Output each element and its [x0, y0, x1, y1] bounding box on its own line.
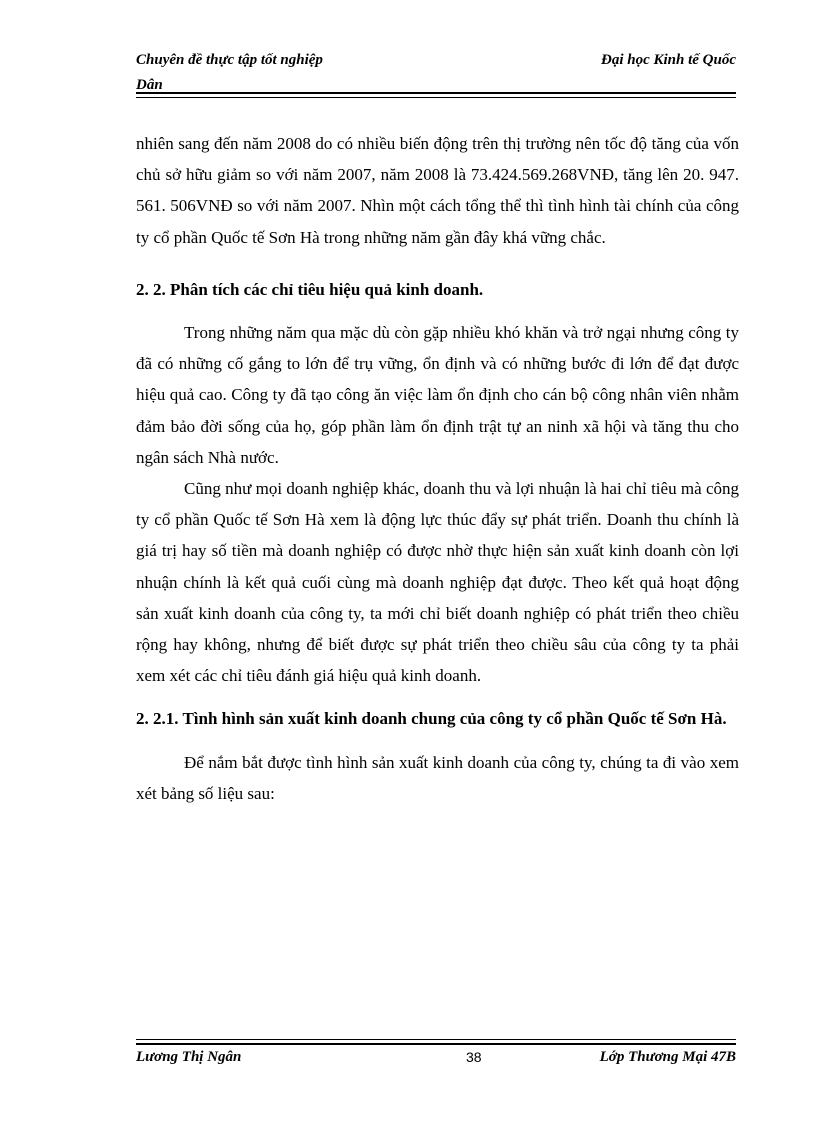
page-number: 38 [466, 1049, 482, 1065]
paragraph-continuation: nhiên sang đến năm 2008 do có nhiều biến động trên thị trường nên tốc độ tăng của vốn chủ sở hữu giảm so với năm 2007, năm 2008 là 73.424.569.268VNĐ, tăng lên 20. 947. 561. 506VNĐ so với năm 2007. Nhìn một cách tổng thể thì tình hình tài chính của công ty cổ phần Quốc tế Sơn Hà trong những năm gần đây khá vững chắc. [136, 134, 739, 247]
header-title-left: Chuyên đề thực tập tốt nghiệp [136, 52, 323, 68]
section-heading-2-2-1: 2. 2.1. Tình hình sản xuất kinh doanh chung của công ty cổ phần Quốc tế Sơn Hà. [136, 709, 727, 729]
page-body [136, 128, 739, 809]
footer-class: Lớp Thương Mại 47B [599, 1049, 736, 1065]
footer-author: Lương Thị Ngân [136, 1049, 242, 1065]
paragraph-revenue-profit: Cũng như mọi doanh nghiệp khác, doanh thu và lợi nhuận là hai chỉ tiêu mà công ty cổ phần Quốc tế Sơn Hà xem là động lực thúc đẩy sự phát triển. Doanh thu chính là giá trị hay số tiền mà doanh nghiệp có được nhờ thực hiện sản xuất kinh doanh còn lợi nhuận chính là kết quả cuối cùng mà doanh nghiệp đạt được. Theo kết quả hoạt động sản xuất kinh doanh của công ty, ta mới chỉ biết doanh nghiệp có phát triển theo chiều rộng hay không, nhưng để biết được sự phát triển theo chiều sâu của công ty ta phải xem xét các chỉ tiêu đánh giá hiệu quả kinh doanh. [136, 479, 739, 686]
paragraph-table-intro: Để nắm bắt được tình hình sản xuất kinh doanh của công ty, chúng ta đi vào xem xét bảng số liệu sau: [136, 752, 739, 803]
header-rule-thick [136, 92, 736, 94]
header-rule-thin [136, 97, 736, 98]
footer-rule-thick [136, 1043, 736, 1045]
footer-rule-thin [136, 1039, 736, 1040]
header-title-right: Đại học Kinh tế Quốc [600, 52, 736, 68]
paragraph-achievements: Trong những năm qua mặc dù còn gặp nhiều khó khăn và trở ngại nhưng công ty đã có những cố gắng to lớn để trụ vững, ổn định và có những bước đi lớn để đạt được hiệu quả cao. Công ty đã tạo công ăn việc làm ổn định cho cán bộ công nhân viên nhằm đảm bảo đời sống của họ, góp phần làm ổn định trật tự an ninh xã hội và tăng thu cho ngân sách Nhà nước. [136, 323, 739, 467]
header-title-continuation: Dân [136, 77, 163, 93]
section-heading-2-2: 2. 2. Phân tích các chỉ tiêu hiệu quả kinh doanh. [136, 279, 484, 299]
